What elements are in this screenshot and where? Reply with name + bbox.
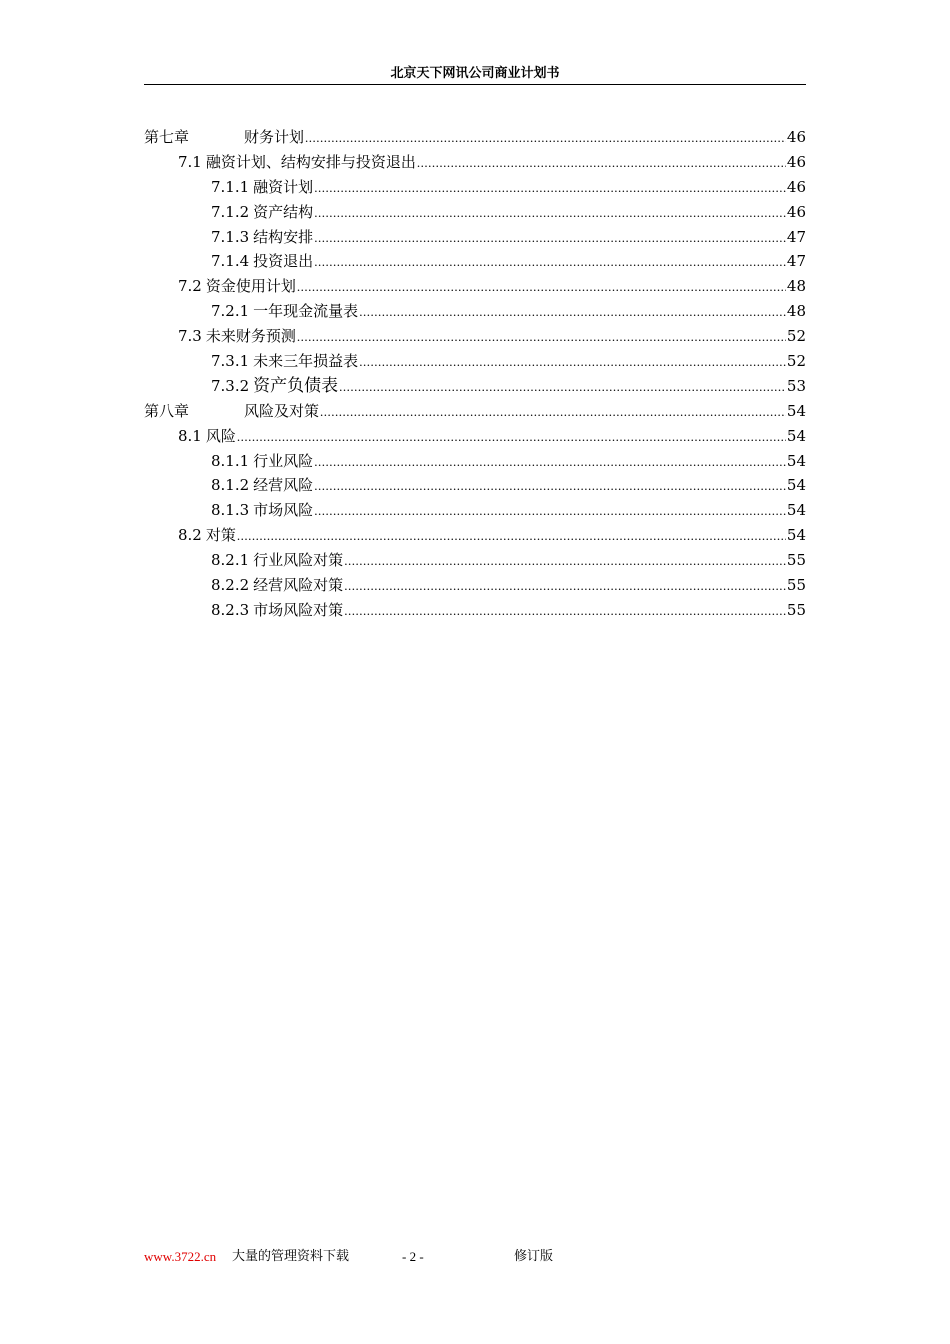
toc-leader [339,375,786,400]
toc-title: 结构安排 [253,227,314,246]
toc-leader [314,450,786,475]
toc-number: 第八章 [144,401,190,420]
toc-leader [417,151,786,176]
toc-title: 融资计划 [253,177,314,196]
toc-entry[interactable] [144,449,806,474]
page-footer [144,1247,806,1267]
toc-title: 资产负债表 [253,375,339,396]
toc-entry[interactable] [144,548,806,573]
toc-number: 第七章 [144,128,190,146]
toc-number: 7.1.2 [211,202,250,221]
toc-page: 54 [786,426,806,445]
toc-number: 7.1.4 [211,252,250,271]
toc-page: 52 [786,352,806,371]
toc-leader [314,474,786,499]
toc-number: 8.1 [178,426,202,445]
toc-page: 54 [786,476,806,495]
toc-leader [314,176,786,201]
toc-entry[interactable] [144,299,806,324]
toc-entry[interactable] [144,150,806,175]
toc-number: 8.2.2 [211,576,250,595]
toc-number: 8.1.3 [211,501,250,520]
toc-leader [237,425,786,450]
toc-title: 市场风险 [253,501,314,520]
toc-title: 财务计划 [244,128,305,146]
toc-number: 8.2.3 [211,600,250,619]
toc-title: 未来财务预测 [205,327,296,346]
toc-entry[interactable] [144,498,806,523]
toc-page: 55 [786,551,806,570]
toc-leader [314,499,786,524]
page-header: 北京天下网讯公司商业计划书 [144,64,806,85]
toc-entry[interactable] [144,573,806,598]
toc-page: 47 [786,227,806,246]
table-of-contents [144,125,806,623]
toc-leader [359,350,786,375]
toc-entry[interactable] [144,249,806,274]
toc-title: 市场风险对策 [253,600,344,619]
toc-entry[interactable] [144,399,806,424]
toc-title: 一年现金流量表 [253,302,359,321]
footer-description: 大量的管理资料下载 [232,1249,350,1264]
toc-number: 8.2.1 [211,551,250,570]
toc-page: 53 [786,376,806,395]
toc-entry[interactable] [144,424,806,449]
footer-page-number: - 2 - [402,1249,424,1264]
footer-version: 修订版 [514,1249,554,1264]
toc-number: 7.1.1 [211,177,250,196]
toc-leader [314,201,786,226]
toc-title: 行业风险 [253,451,314,470]
toc-leader [237,524,786,549]
toc-page: 52 [786,327,806,346]
toc-entry[interactable] [144,324,806,349]
toc-page: 48 [786,302,806,321]
toc-leader [344,574,786,599]
toc-leader [344,549,786,574]
toc-page: 54 [786,526,806,545]
toc-number: 7.3 [178,327,202,346]
toc-page: 47 [786,252,806,271]
toc-leader [359,300,786,325]
toc-entry[interactable] [144,473,806,498]
toc-entry[interactable] [144,349,806,374]
toc-entry[interactable] [144,125,806,150]
toc-leader [314,250,786,275]
toc-page: 54 [786,401,806,420]
toc-title: 风险 [205,426,236,445]
toc-page: 55 [786,600,806,619]
toc-title: 风险及对策 [244,401,320,420]
toc-entry[interactable] [144,200,806,225]
toc-entry[interactable] [144,374,806,399]
toc-entry[interactable] [144,225,806,250]
toc-number: 8.2 [178,526,202,545]
toc-leader [297,325,786,350]
toc-number: 7.2.1 [211,302,250,321]
toc-page: 46 [786,177,806,196]
toc-title: 融资计划、结构安排与投资退出 [205,152,416,171]
toc-page: 48 [786,277,806,296]
toc-page: 46 [786,152,806,171]
toc-entry[interactable] [144,523,806,548]
toc-page: 54 [786,501,806,520]
toc-number: 7.3.1 [211,352,250,371]
toc-number: 8.1.2 [211,476,250,495]
toc-title: 行业风险对策 [253,551,344,570]
toc-title: 经营风险对策 [253,576,344,595]
toc-title: 经营风险 [253,476,314,495]
toc-leader [314,226,786,251]
toc-entry[interactable] [144,274,806,299]
toc-number: 8.1.1 [211,451,250,470]
toc-number: 7.1.3 [211,227,250,246]
toc-number: 7.3.2 [211,376,250,395]
toc-page: 46 [786,128,806,146]
toc-title: 资金使用计划 [205,277,296,296]
toc-title: 对策 [205,526,236,545]
toc-entry[interactable] [144,598,806,623]
toc-leader [344,599,786,624]
toc-leader [297,275,786,300]
toc-page: 46 [786,202,806,221]
toc-number: 7.2 [178,277,202,296]
toc-title: 未来三年损益表 [253,352,359,371]
toc-title: 投资退出 [253,252,314,271]
toc-title: 资产结构 [253,202,314,221]
toc-page: 54 [786,451,806,470]
toc-page: 55 [786,576,806,595]
toc-leader [305,126,786,151]
toc-leader [320,400,786,425]
toc-number: 7.1 [178,152,202,171]
toc-entry[interactable] [144,175,806,200]
footer-link[interactable]: www.3722.cn [144,1249,217,1264]
